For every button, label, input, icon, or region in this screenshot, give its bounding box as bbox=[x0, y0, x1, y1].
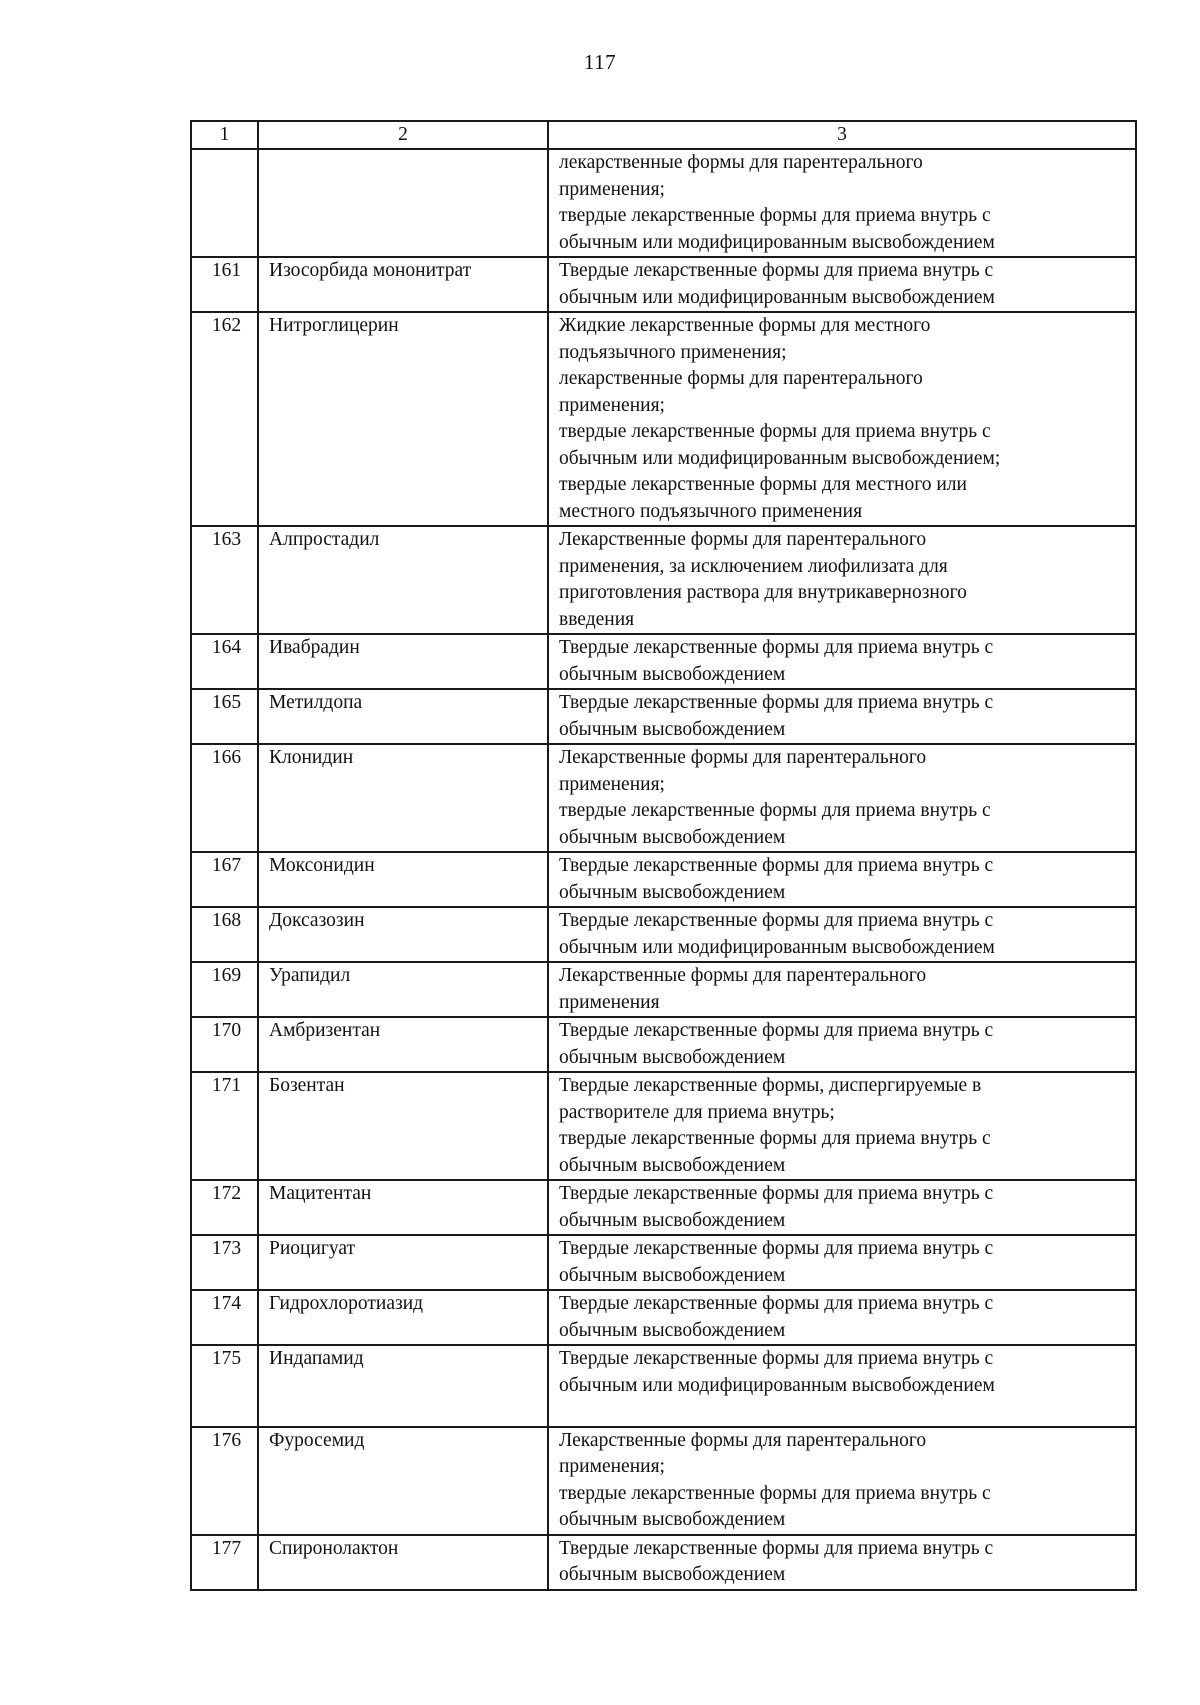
dosage-form-line: Твердые лекарственные формы, диспергируемые в bbox=[559, 1075, 982, 1096]
dosage-forms bbox=[548, 1017, 1136, 1072]
drug-name: Метилдопа bbox=[258, 689, 548, 744]
row-number: 172 bbox=[191, 1180, 258, 1235]
table-row bbox=[191, 744, 1136, 852]
dosage-forms bbox=[548, 634, 1136, 689]
dosage-forms bbox=[548, 1535, 1136, 1590]
drug-name: Алпростадил bbox=[258, 526, 548, 634]
dosage-form-line: обычным высвобождением bbox=[559, 1154, 786, 1176]
dosage-form-line: обычным высвобождением bbox=[559, 881, 786, 903]
row-number bbox=[191, 149, 258, 257]
row-number: 171 bbox=[191, 1072, 258, 1180]
drug-name: Изосорбида мононитрат bbox=[258, 257, 548, 312]
table-body bbox=[191, 149, 1136, 1590]
table-row bbox=[191, 526, 1136, 634]
dosage-forms bbox=[548, 312, 1136, 526]
table-row bbox=[191, 1345, 1136, 1427]
drug-name: Фуросемид bbox=[258, 1427, 548, 1535]
dosage-form-line: Лекарственные формы для парентерального bbox=[559, 1429, 927, 1451]
drug-name: Нитроглицерин bbox=[258, 312, 548, 526]
row-number: 170 bbox=[191, 1017, 258, 1072]
dosage-form-line: применения, за исключением лиофилизата для bbox=[559, 555, 948, 577]
dosage-form-line: Твердые лекарственные формы для приема внутрь с bbox=[559, 1348, 994, 1369]
table-header-row bbox=[191, 121, 1136, 149]
dosage-form-line: Твердые лекарственные формы для приема внутрь с bbox=[559, 1183, 994, 1204]
table-row bbox=[191, 1072, 1136, 1180]
dosage-form-line: обычным или модифицированным высвобождением; bbox=[559, 447, 1001, 469]
column-header-1: 1 bbox=[191, 121, 258, 149]
drug-name: Урапидил bbox=[258, 962, 548, 1017]
dosage-forms bbox=[548, 852, 1136, 907]
table-row bbox=[191, 1017, 1136, 1072]
dosage-form-line: обычным высвобождением bbox=[559, 1046, 786, 1068]
drug-name: Спиронолактон bbox=[258, 1535, 548, 1590]
dosage-forms bbox=[548, 907, 1136, 962]
row-number: 164 bbox=[191, 634, 258, 689]
row-number: 163 bbox=[191, 526, 258, 634]
dosage-forms bbox=[548, 1180, 1136, 1235]
dosage-form-line: Твердые лекарственные формы для приема внутрь с bbox=[559, 692, 994, 713]
row-number: 161 bbox=[191, 257, 258, 312]
row-number: 177 bbox=[191, 1535, 258, 1590]
dosage-form-line: лекарственные формы для парентерального bbox=[559, 368, 923, 389]
table-row bbox=[191, 1427, 1136, 1535]
dosage-form-line: Твердые лекарственные формы для приема внутрь с bbox=[559, 1238, 994, 1259]
row-number: 167 bbox=[191, 852, 258, 907]
dosage-form-line: применения; bbox=[559, 178, 665, 200]
dosage-form-line: обычным высвобождением bbox=[559, 1264, 786, 1286]
dosage-form-line: обычным или модифицированным высвобождением bbox=[559, 286, 995, 308]
medication-table bbox=[190, 120, 1137, 1591]
row-number: 173 bbox=[191, 1235, 258, 1290]
dosage-form-line bbox=[559, 1399, 1129, 1426]
drug-name: Доксазозин bbox=[258, 907, 548, 962]
table-row bbox=[191, 689, 1136, 744]
dosage-form-line: Лекарственные формы для парентерального bbox=[559, 529, 927, 550]
drug-name: Гидрохлоротиазид bbox=[258, 1290, 548, 1345]
table-row bbox=[191, 1235, 1136, 1290]
row-number: 169 bbox=[191, 962, 258, 1017]
dosage-forms bbox=[548, 526, 1136, 634]
table-row bbox=[191, 634, 1136, 689]
row-number: 165 bbox=[191, 689, 258, 744]
dosage-form-line: Твердые лекарственные формы для приема внутрь с bbox=[559, 1020, 994, 1041]
dosage-form-line: Твердые лекарственные формы для приема внутрь с bbox=[559, 855, 994, 876]
dosage-form-line: обычным высвобождением bbox=[559, 1209, 786, 1231]
row-number: 168 bbox=[191, 907, 258, 962]
drug-name: Амбризентан bbox=[258, 1017, 548, 1072]
dosage-form-line: Твердые лекарственные формы для приема внутрь с bbox=[559, 260, 994, 281]
dosage-form-line: введения bbox=[559, 608, 635, 630]
dosage-form-line: обычным высвобождением bbox=[559, 1509, 786, 1530]
table-row bbox=[191, 1290, 1136, 1345]
dosage-form-line: Твердые лекарственные формы для приема внутрь с bbox=[559, 910, 994, 931]
table-row bbox=[191, 149, 1136, 257]
dosage-form-line: твердые лекарственные формы для приема внутрь с bbox=[559, 1482, 991, 1504]
dosage-forms bbox=[548, 257, 1136, 312]
dosage-forms bbox=[548, 1427, 1136, 1535]
drug-name bbox=[258, 149, 548, 257]
table-row bbox=[191, 257, 1136, 312]
dosage-forms bbox=[548, 1235, 1136, 1290]
table-row bbox=[191, 312, 1136, 526]
table-row bbox=[191, 962, 1136, 1017]
dosage-form-line: обычным или модифицированным высвобождением bbox=[559, 1374, 995, 1396]
dosage-form-line: Твердые лекарственные формы для приема внутрь с bbox=[559, 1293, 994, 1314]
drug-name: Индапамид bbox=[258, 1345, 548, 1427]
dosage-form-line: Жидкие лекарственные формы для местного bbox=[559, 315, 931, 336]
dosage-form-line: обычным высвобождением bbox=[559, 718, 786, 740]
dosage-form-line: твердые лекарственные формы для местного или bbox=[559, 474, 967, 495]
dosage-form-line: обычным высвобождением bbox=[559, 826, 786, 848]
table-row bbox=[191, 907, 1136, 962]
row-number: 176 bbox=[191, 1427, 258, 1535]
dosage-form-line: твердые лекарственные формы для приема внутрь с bbox=[559, 800, 991, 821]
dosage-form-line: местного подъязычного применения bbox=[559, 500, 863, 522]
row-number: 162 bbox=[191, 312, 258, 526]
dosage-forms bbox=[548, 1072, 1136, 1180]
drug-name: Клонидин bbox=[258, 744, 548, 852]
row-number: 166 bbox=[191, 744, 258, 852]
dosage-form-line: применения; bbox=[559, 394, 665, 416]
table-row bbox=[191, 852, 1136, 907]
dosage-form-line: обычным высвобождением bbox=[559, 663, 786, 685]
dosage-form-line: обычным или модифицированным высвобождением bbox=[559, 231, 995, 253]
dosage-form-line: Твердые лекарственные формы для приема внутрь с bbox=[559, 637, 994, 658]
table-row bbox=[191, 1180, 1136, 1235]
dosage-form-line: применения; bbox=[559, 773, 665, 795]
drug-name: Бозентан bbox=[258, 1072, 548, 1180]
dosage-forms bbox=[548, 689, 1136, 744]
dosage-form-line: твердые лекарственные формы для приема внутрь с bbox=[559, 1128, 991, 1149]
dosage-form-line: приготовления раствора для внутрикавернозного bbox=[559, 582, 967, 603]
dosage-forms bbox=[548, 149, 1136, 257]
page-number: 117 bbox=[583, 50, 617, 74]
dosage-form-line: обычным высвобождением bbox=[559, 1564, 786, 1585]
row-number: 175 bbox=[191, 1345, 258, 1427]
row-number: 174 bbox=[191, 1290, 258, 1345]
column-header-3: 3 bbox=[548, 121, 1136, 149]
drug-name: Моксонидин bbox=[258, 852, 548, 907]
dosage-form-line: твердые лекарственные формы для приема внутрь с bbox=[559, 421, 991, 442]
dosage-form-line: растворителе для приема внутрь; bbox=[559, 1101, 835, 1123]
dosage-forms bbox=[548, 962, 1136, 1017]
dosage-form-line: подъязычного применения; bbox=[559, 341, 787, 363]
dosage-form-line: обычным высвобождением bbox=[559, 1319, 786, 1341]
dosage-form-line: Лекарственные формы для парентерального bbox=[559, 747, 927, 768]
dosage-form-line: обычным или модифицированным высвобождением bbox=[559, 936, 995, 958]
dosage-form-line: Лекарственные формы для парентерального bbox=[559, 965, 927, 986]
dosage-forms bbox=[548, 744, 1136, 852]
dosage-forms bbox=[548, 1290, 1136, 1345]
drug-name: Риоцигуат bbox=[258, 1235, 548, 1290]
dosage-forms bbox=[548, 1345, 1136, 1427]
dosage-form-line: применения; bbox=[559, 1456, 665, 1477]
dosage-form-line: Твердые лекарственные формы для приема внутрь с bbox=[559, 1537, 994, 1559]
column-header-2: 2 bbox=[258, 121, 548, 149]
dosage-form-line: лекарственные формы для парентерального bbox=[559, 152, 923, 173]
dosage-form-line: применения bbox=[559, 991, 660, 1013]
table-row bbox=[191, 1535, 1136, 1590]
drug-name: Мацитентан bbox=[258, 1180, 548, 1235]
dosage-form-line: твердые лекарственные формы для приема внутрь с bbox=[559, 205, 991, 226]
drug-name: Ивабрадин bbox=[258, 634, 548, 689]
